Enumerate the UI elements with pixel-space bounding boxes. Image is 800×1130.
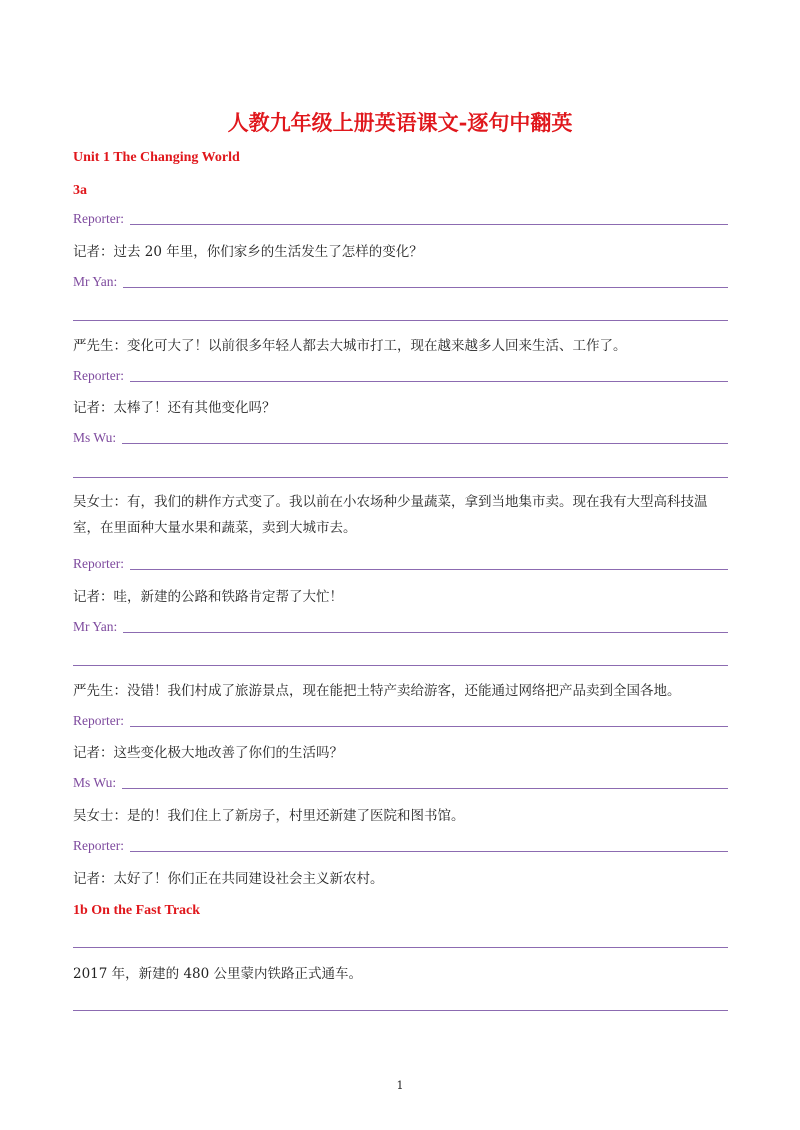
extra-answer-line[interactable] <box>73 477 728 478</box>
writing-rule <box>130 569 728 570</box>
chinese-sentence: 记者：太棒了！还有其他变化吗？ <box>73 400 276 416</box>
chinese-sentence: 严先生：没错！我们村成了旅游景点，现在能把土特产卖给游客，还能通过网络把产品卖到全国各地。 <box>73 683 681 699</box>
chinese-sentence: 记者：太好了！你们正在共同建设社会主义新农村。 <box>73 871 384 887</box>
page-number: 1 <box>396 1079 404 1092</box>
writing-rule <box>122 788 728 789</box>
extra-answer-line[interactable] <box>73 947 728 948</box>
chinese-sentence: 严先生：变化可大了！以前很多年轻人都去大城市打工，现在越来越多人回来生活、工作了。 <box>73 338 627 354</box>
speaker-label: Mr Yan: <box>73 274 118 289</box>
writing-rule <box>130 224 728 225</box>
chinese-sentence: 记者：过去 20 年里，你们家乡的生活发生了怎样的变化？ <box>73 244 423 260</box>
writing-rule <box>130 726 728 727</box>
chinese-sentence: 吴女士：有，我们的耕作方式变了。我以前在小农场种少量蔬菜，拿到当地集市卖。现在我有大型高科技温室，在里面种大量水果和蔬菜，卖到大城市去。 <box>73 494 708 536</box>
answer-line[interactable] <box>73 837 728 855</box>
writing-rule <box>130 851 728 852</box>
page-title: 人教九年级上册英语课文-逐句中翻英 <box>227 110 573 135</box>
speaker-label: Ms Wu: <box>73 775 117 790</box>
speaker-label: Reporter: <box>73 556 124 571</box>
writing-rule <box>130 381 728 382</box>
writing-rule <box>123 287 728 288</box>
speaker-label: Reporter: <box>73 838 124 853</box>
answer-line[interactable] <box>73 555 728 573</box>
answer-line[interactable] <box>73 429 728 447</box>
extra-answer-line[interactable] <box>73 320 728 321</box>
writing-rule <box>123 632 728 633</box>
speaker-label: Ms Wu: <box>73 430 117 445</box>
writing-rule <box>122 443 728 444</box>
answer-line[interactable] <box>73 273 728 291</box>
extra-answer-line[interactable] <box>73 1010 728 1011</box>
extra-answer-line[interactable] <box>73 665 728 666</box>
speaker-label: Reporter: <box>73 713 124 728</box>
answer-line[interactable] <box>73 712 728 730</box>
speaker-label: Reporter: <box>73 211 124 226</box>
section-heading-1b: 1b On the Fast Track <box>73 903 201 918</box>
section-heading-3a: 3a <box>73 183 87 198</box>
answer-line[interactable] <box>73 774 728 792</box>
answer-line[interactable] <box>73 618 728 636</box>
chinese-sentence: 记者：这些变化极大地改善了你们的生活吗？ <box>73 745 343 761</box>
chinese-sentence: 记者：哇，新建的公路和铁路肯定帮了大忙！ <box>73 589 343 605</box>
speaker-label: Reporter: <box>73 368 124 383</box>
speaker-label: Mr Yan: <box>73 619 118 634</box>
chinese-sentence: 2017 年，新建的 480 公里蒙内铁路正式通车。 <box>73 966 362 982</box>
answer-line[interactable] <box>73 210 728 228</box>
unit-heading: Unit 1 The Changing World <box>73 150 240 165</box>
chinese-sentence: 吴女士：是的！我们住上了新房子，村里还新建了医院和图书馆。 <box>73 808 465 824</box>
answer-line[interactable] <box>73 367 728 385</box>
